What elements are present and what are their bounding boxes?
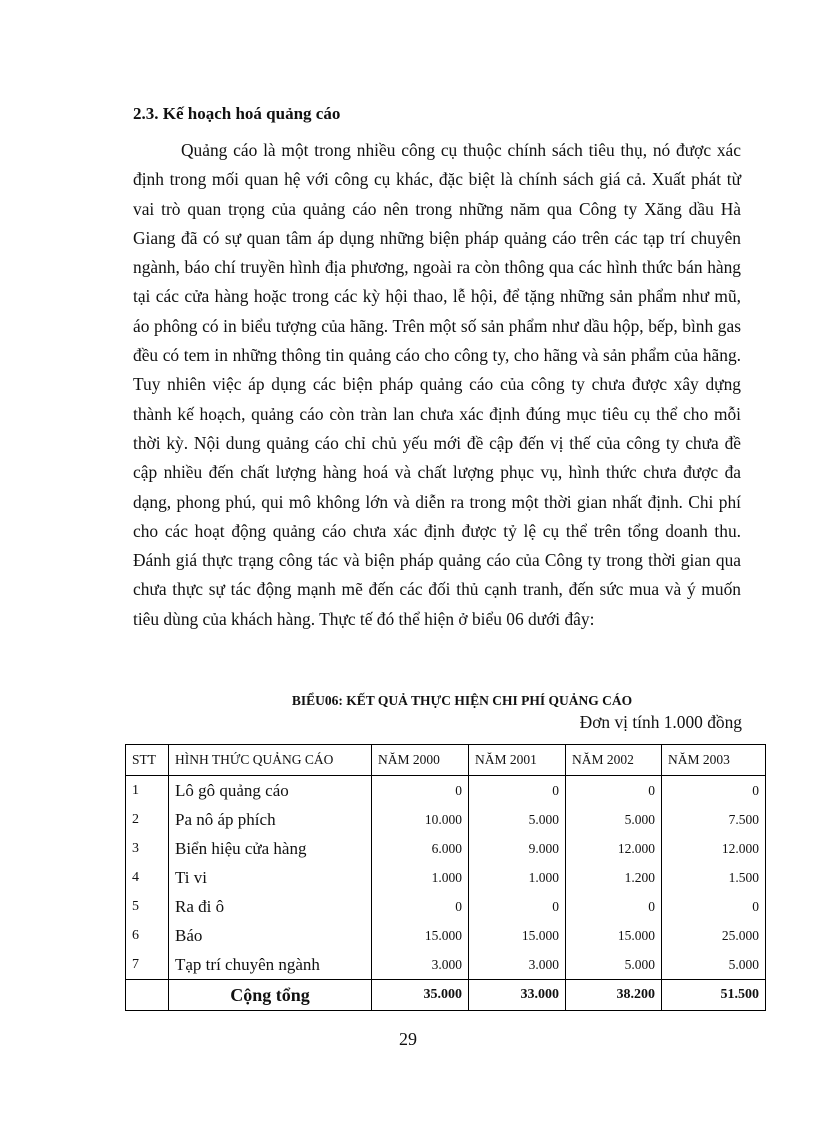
total-stt-empty	[126, 980, 169, 1011]
row-value-2002: 12.000	[566, 834, 662, 863]
total-value-2000: 35.000	[372, 980, 469, 1011]
row-value-2001: 5.000	[469, 805, 566, 834]
row-name: Báo	[169, 921, 372, 950]
table-total-row	[126, 980, 766, 1011]
row-value-2000: 6.000	[372, 834, 469, 863]
table-title: BIỂU06: KẾT QUẢ THỰC HIỆN CHI PHÍ QUẢNG CÁO	[291, 693, 633, 708]
row-value-2000: 10.000	[372, 805, 469, 834]
table-row	[126, 776, 766, 806]
body-paragraph: Quảng cáo là một trong nhiều công cụ thuộc chính sách tiêu thụ, nó được xác định trong mối quan hệ với công cụ khác, đặc biệt là chính sách giá cả. Xuất phát từ vai trò quan trọng của quảng cáo nên trong những năm qua Công ty Xăng dầu Hà Giang đã có sự quan tâm áp dụng những biện pháp quảng cáo trên các tạp trí chuyên ngành, báo chí truyền hình địa phương, ngoài ra còn thông qua các hình thức bán hàng tại các cửa hàng hoặc trong các kỳ hội thao, lễ hội, để tặng những sản phẩm như mũ, áo phông có in biểu tượng của hãng. Trên một số sản phẩm như dầu hộp, bếp, bình gas đều có tem in những thông tin quảng cáo cho công ty, cho hãng và sản phẩm của hãng. Tuy nhiên việc áp dụng các biện pháp quảng cáo của công ty chưa được xây dựng thành kế hoạch, quảng cáo còn tràn lan chưa xác định đúng mục tiêu cụ thể cho mỗi thời kỳ. Nội dung quảng cáo chỉ chủ yếu mới đề cập đến vị thế của công ty chưa đề cập nhiều đến chất lượng hàng hoá và chất lượng phục vụ, hình thức chưa được đa dạng, phong phú, qui mô không lớn và diễn ra trong một thời gian nhất định. Chi phí cho các hoạt động quảng cáo chưa xác định được tỷ lệ cụ thể trên tổng doanh thu. Đánh giá thực trạng công tác và biện pháp quảng cáo của Công ty trong thời gian qua chưa thực sự tác động mạnh mẽ đến các đối thủ cạnh tranh, đến sức mua và ý muốn tiêu dùng của khách hàng. Thực tế đó thể hiện ở biểu 06 dưới đây:	[133, 140, 741, 629]
row-name: Ra đi ô	[169, 892, 372, 921]
table-row	[126, 834, 766, 863]
header-year-2000: NĂM 2000	[372, 745, 469, 776]
row-stt: 4	[126, 863, 169, 892]
row-name: Tạp trí chuyên ngành	[169, 950, 372, 980]
total-value-2002: 38.200	[566, 980, 662, 1011]
row-value-2001: 15.000	[469, 921, 566, 950]
row-stt: 7	[126, 950, 169, 980]
row-value-2001: 0	[469, 776, 566, 806]
row-value-2003: 7.500	[662, 805, 766, 834]
row-value-2003: 0	[662, 776, 766, 806]
total-label: Cộng tổng	[169, 980, 372, 1011]
table-row	[126, 921, 766, 950]
table-row	[126, 892, 766, 921]
row-stt: 5	[126, 892, 169, 921]
row-value-2003: 25.000	[662, 921, 766, 950]
row-value-2000: 15.000	[372, 921, 469, 950]
header-stt: STT	[126, 745, 169, 776]
row-value-2002: 5.000	[566, 950, 662, 980]
row-value-2002: 15.000	[566, 921, 662, 950]
row-value-2003: 0	[662, 892, 766, 921]
row-name: Lô gô quảng cáo	[169, 776, 372, 806]
row-value-2000: 0	[372, 776, 469, 806]
row-stt: 1	[126, 776, 169, 806]
header-year-2001: NĂM 2001	[469, 745, 566, 776]
row-value-2002: 0	[566, 892, 662, 921]
row-value-2003: 5.000	[662, 950, 766, 980]
table-row	[126, 863, 766, 892]
table-row	[126, 950, 766, 980]
row-name: Biển hiệu cửa hàng	[169, 834, 372, 863]
table-header-row	[126, 745, 766, 776]
table-row	[126, 805, 766, 834]
header-year-2003: NĂM 2003	[662, 745, 766, 776]
page-number: 29	[399, 1029, 417, 1049]
row-name: Ti vi	[169, 863, 372, 892]
row-stt: 6	[126, 921, 169, 950]
row-stt: 2	[126, 805, 169, 834]
row-name: Pa nô áp phích	[169, 805, 372, 834]
total-value-2003: 51.500	[662, 980, 766, 1011]
row-value-2002: 5.000	[566, 805, 662, 834]
header-ad-form: HÌNH THỨC QUẢNG CÁO	[169, 745, 372, 776]
row-value-2001: 3.000	[469, 950, 566, 980]
row-value-2000: 0	[372, 892, 469, 921]
row-value-2003: 12.000	[662, 834, 766, 863]
unit-note: Đơn vị tính 1.000 đồng	[579, 712, 742, 732]
row-value-2000: 3.000	[372, 950, 469, 980]
row-value-2002: 0	[566, 776, 662, 806]
row-value-2001: 9.000	[469, 834, 566, 863]
row-value-2000: 1.000	[372, 863, 469, 892]
total-value-2001: 33.000	[469, 980, 566, 1011]
advertising-cost-table	[125, 744, 766, 1011]
section-heading: 2.3. Kế hoạch hoá quảng cáo	[133, 104, 341, 123]
row-value-2003: 1.500	[662, 863, 766, 892]
row-stt: 3	[126, 834, 169, 863]
row-value-2001: 1.000	[469, 863, 566, 892]
row-value-2001: 0	[469, 892, 566, 921]
header-year-2002: NĂM 2002	[566, 745, 662, 776]
row-value-2002: 1.200	[566, 863, 662, 892]
